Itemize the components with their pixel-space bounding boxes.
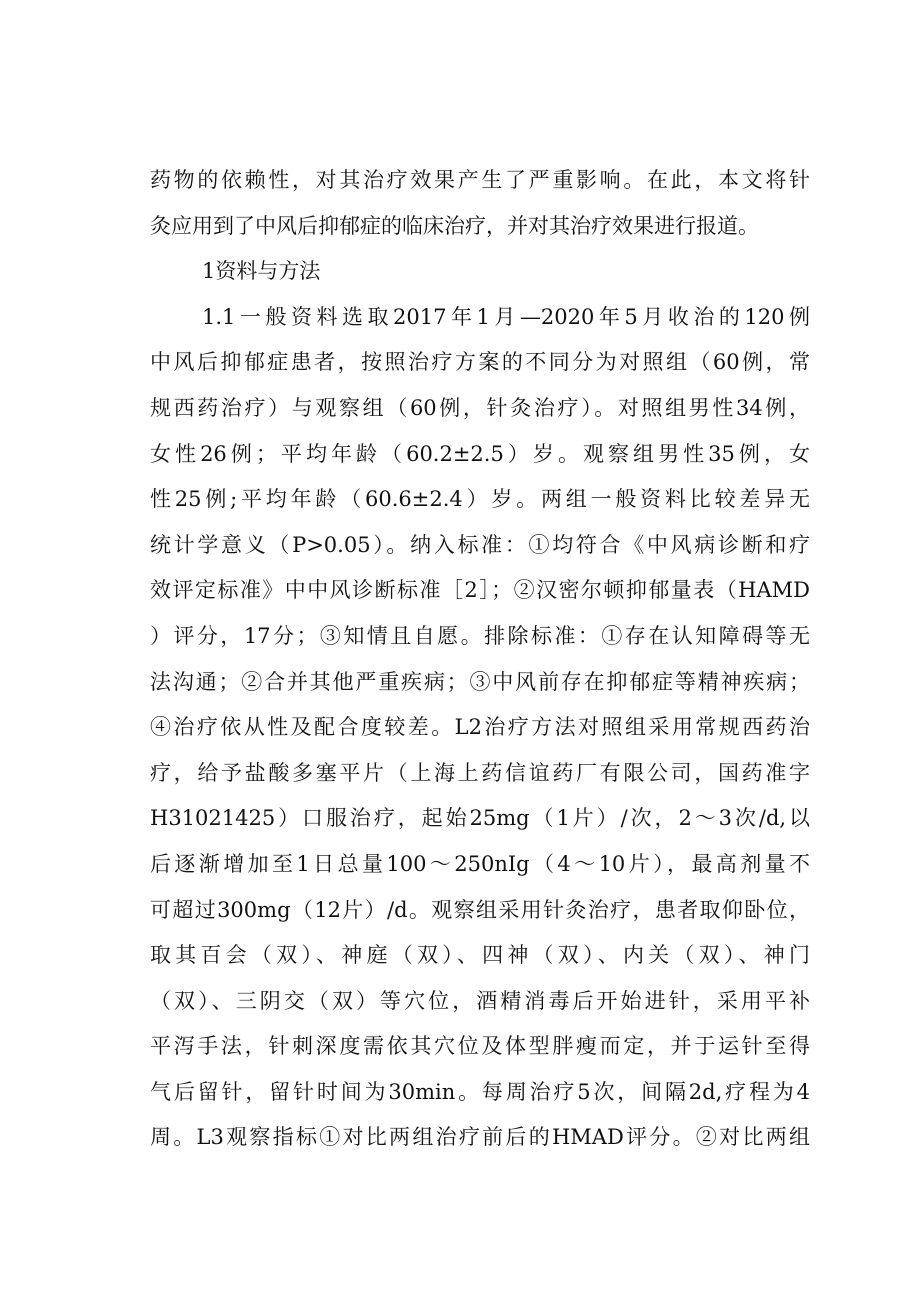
paragraph-line: 灸应用到了中风后抑郁症的临床治疗，并对其治疗效果进行报道。 xyxy=(150,213,759,238)
paragraph-line: ）评分，17分；③知情且自愿。排除标准：①存在认知障碍等无 xyxy=(150,623,810,648)
paragraph-line: 中风后抑郁症患者，按照治疗方案的不同分为对照组（60例，常 xyxy=(150,350,810,375)
paragraph-line: 疗，给予盐酸多塞平片（上海上药信谊药厂有限公司，国药准字 xyxy=(150,760,810,785)
paragraph-line: 后逐渐增加至1日总量100～250nIg（4～10片），最高剂量不 xyxy=(150,851,810,876)
section-heading: 1资料与方法 xyxy=(202,259,321,284)
paragraph-line: 1.1一般资料选取2017年1月—2020年5月收治的120例 xyxy=(202,304,810,329)
paragraph-line: 药物的依赖性，对其治疗效果产生了严重影响。在此，本文将针 xyxy=(150,168,810,192)
paragraph-line: 女性26例；平均年龄（60.2±2.5）岁。观察组男性35例，女 xyxy=(150,441,810,466)
paragraph-line: 周。L3观察指标①对比两组治疗前后的HMAD评分。②对比两组 xyxy=(150,1125,810,1150)
paragraph-line: 可超过300mg（12片）/d。观察组采用针灸治疗，患者取仰卧位， xyxy=(150,897,810,922)
paragraph-line: 效评定标准》中中风诊断标准［2］；②汉密尔顿抑郁量表（HAMD xyxy=(150,578,810,603)
paragraph-line: 取其百会（双）、神庭（双）、四神（双）、内关（双）、神门 xyxy=(150,943,810,968)
paragraph-line: （双）、三阴交（双）等穴位，酒精消毒后开始进针，采用平补 xyxy=(150,988,810,1013)
paragraph-line: 统计学意义（P>0.05）。纳入标准：①均符合《中风病诊断和疗 xyxy=(150,532,810,557)
paragraph-line: 法沟通；②合并其他严重疾病；③中风前存在抑郁症等精神疾病； xyxy=(150,669,810,694)
paragraph-line: H31021425）口服治疗，起始25mg（1片）/次，2～3次/d,以 xyxy=(150,806,810,831)
paragraph-line: ④治疗依从性及配合度较差。L2治疗方法对照组采用常规西药治 xyxy=(150,715,810,740)
paragraph-line: 性25例;平均年龄（60.6±2.4）岁。两组一般资料比较差异无 xyxy=(150,487,810,512)
paragraph-line: 规西药治疗）与观察组（60例，针灸治疗）。对照组男性34例， xyxy=(150,395,810,420)
paragraph-line: 平泻手法，针刺深度需依其穴位及体型胖瘦而定，并于运针至得 xyxy=(150,1034,810,1059)
paragraph-line: 气后留针，留针时间为30min。每周治疗5次，间隔2d,疗程为4 xyxy=(150,1079,810,1104)
body-text xyxy=(150,158,810,1161)
